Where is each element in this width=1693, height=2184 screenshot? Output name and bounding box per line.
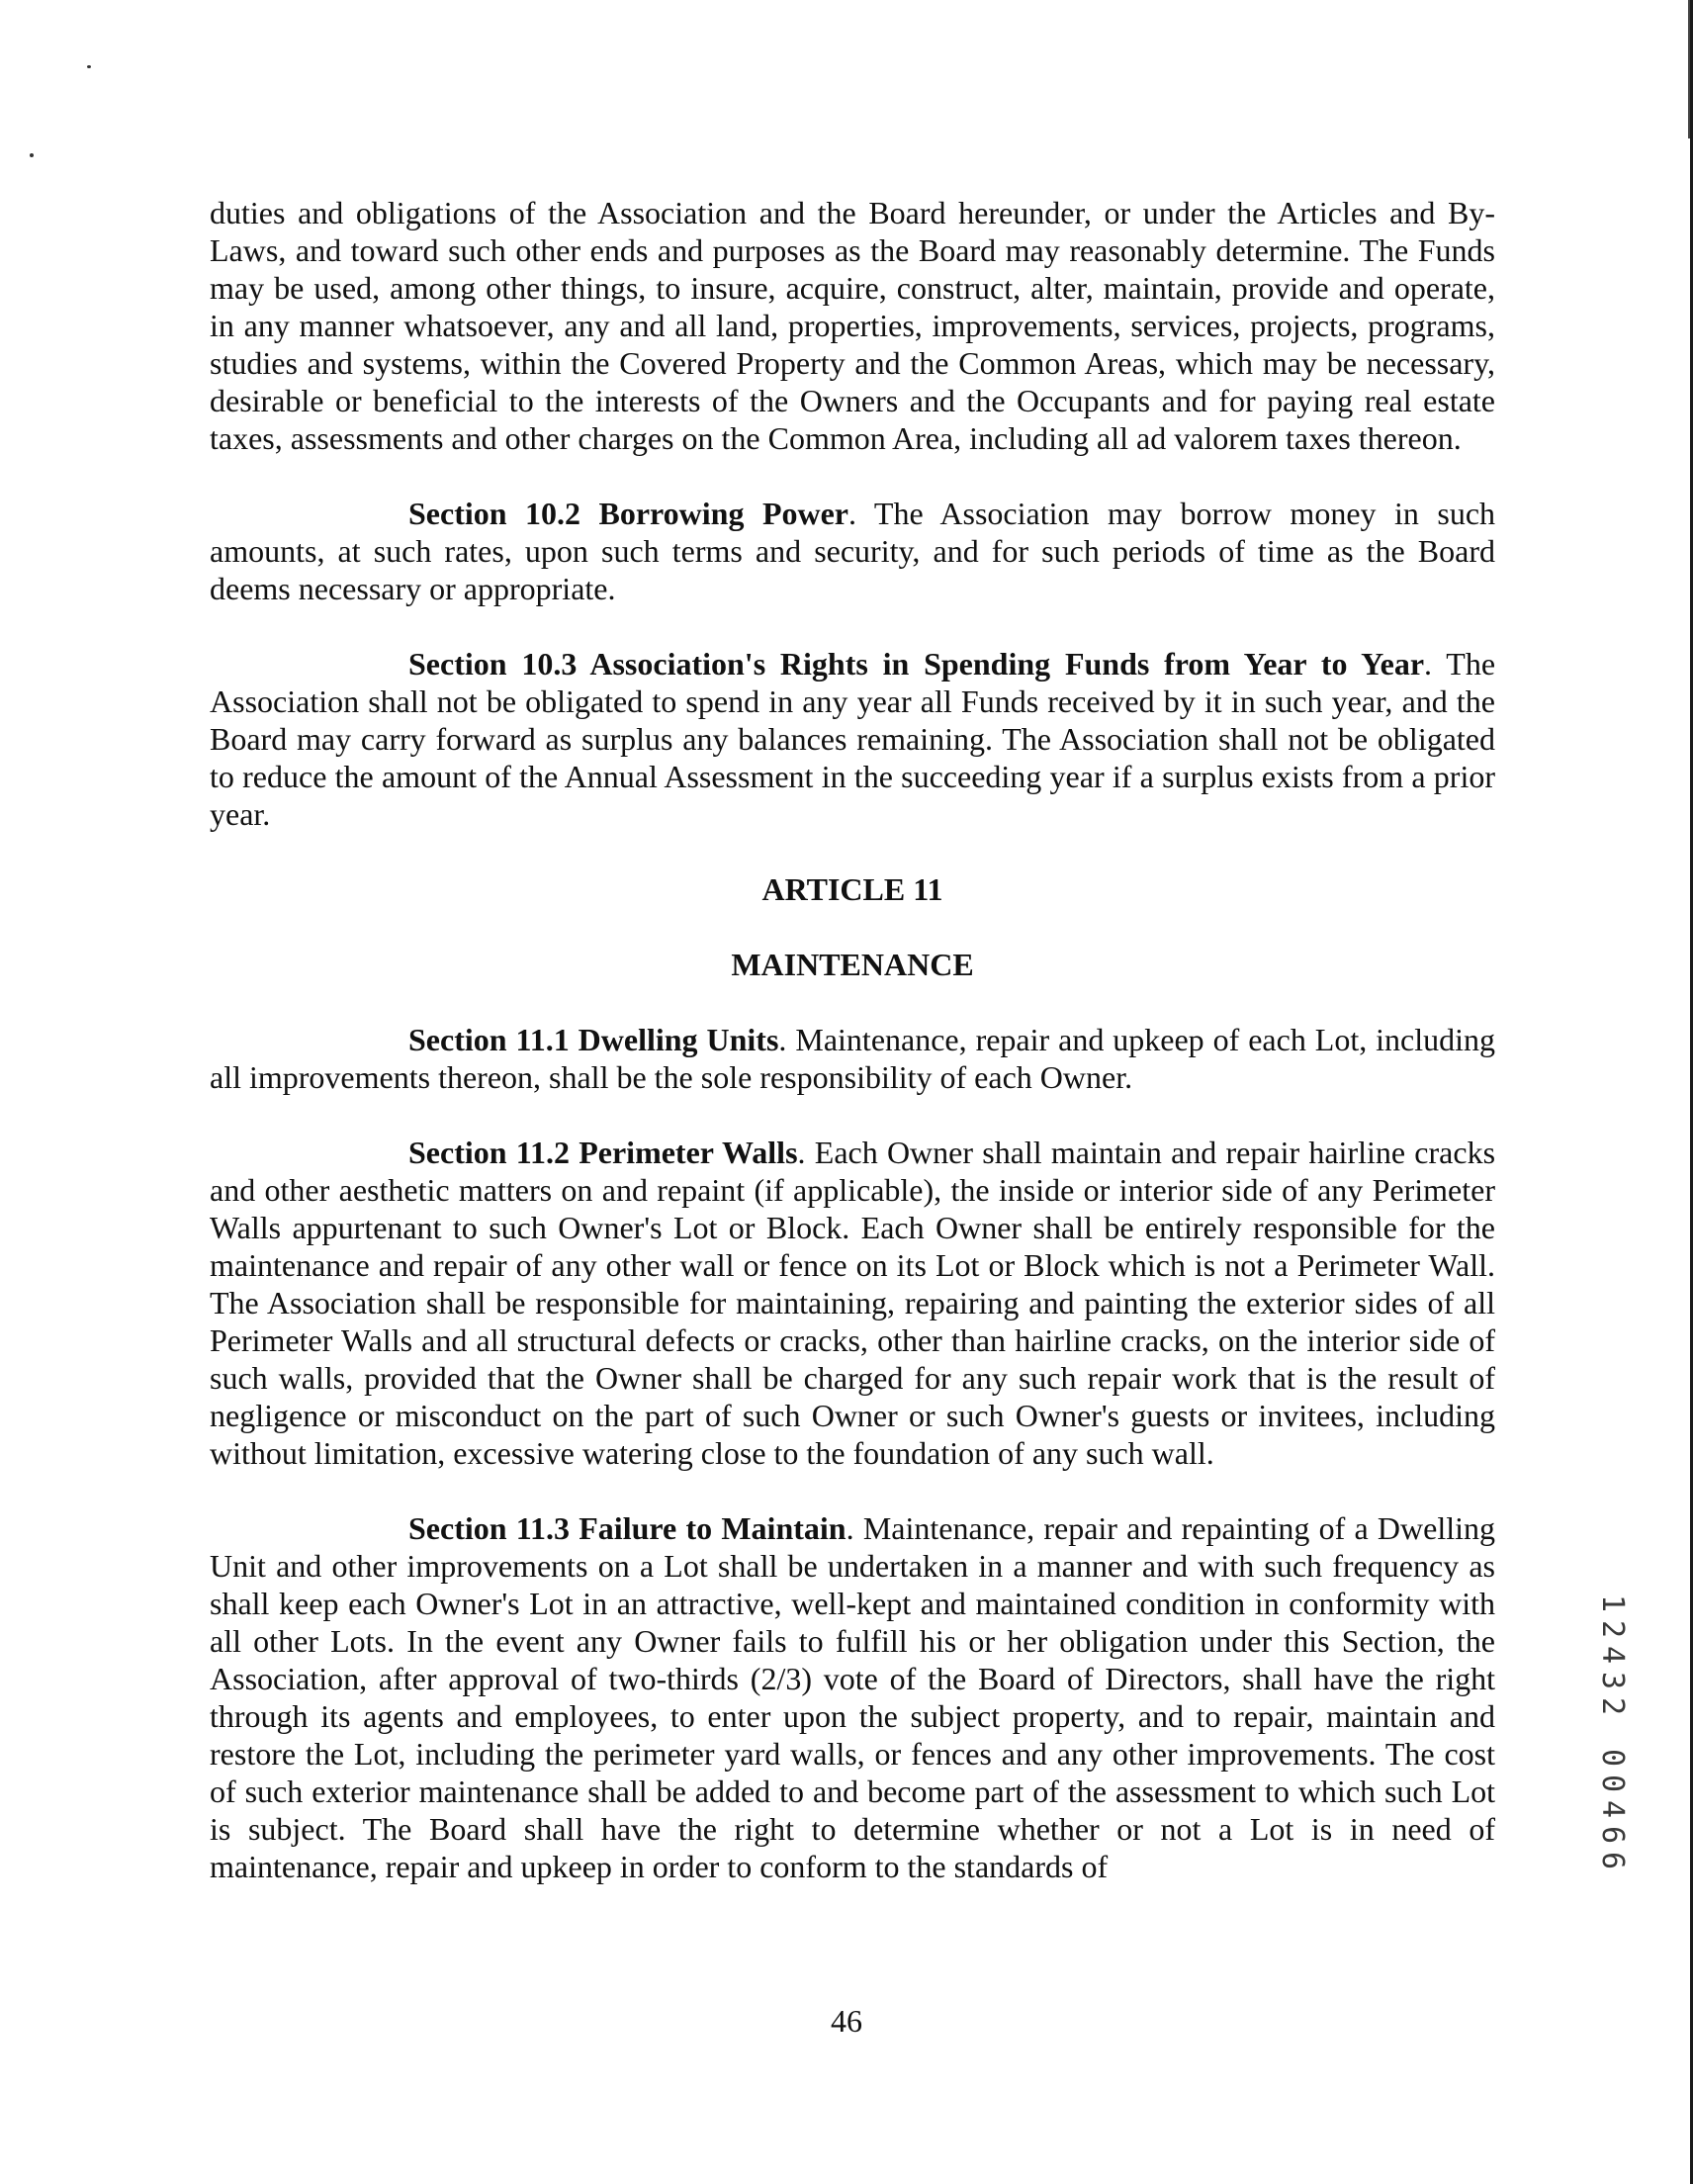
page-number: 46: [831, 2003, 862, 2039]
article-title: MAINTENANCE: [731, 947, 974, 982]
section-11-2-text: Each Owner shall maintain and repair hairline cracks and other aesthetic matters on and repaint (if applicable), the inside or interior side of any Perimeter Walls appurtenant to such Owner's Lot or Block. Each Owner shall be entirely responsible for the maintenance and repair of any other wall or fence on its Lot or Block which is not a Perimeter Wall. The Association shall be responsible for maintaining, repairing and painting the exterior sides of all Perimeter Walls and all structural defects or cracks, other than hairline cracks, on the interior side of such walls, provided that the Owner shall be charged for any such repair work that is the result of negligence or misconduct on the part of such Owner or such Owner's guests or invitees, including without limitation, excessive watering close to the foundation of any such wall.: [210, 1135, 1496, 1471]
section-11-1-text: Maintenance, repair and upkeep of each Lot, including all improvements thereon, shall be the sole responsibility of each Owner.: [210, 1022, 1496, 1095]
stamp-digit: 2: [1595, 1696, 1630, 1716]
section-10-3-title: Section 10.3 Association's Rights in Spending Funds from Year to Year: [408, 646, 1425, 682]
section-11-3-text: Maintenance, repair and repainting of a Dwelling Unit and other improvements on a Lot shall be undertaken in a manner and with such frequency as shall keep each Owner's Lot in an attractive, well-kept and maintained condition in conformity with all other Lots. In the event any Owner fails to fulfill his or her obligation under this Section, the Association, after approval of two-thirds (2/3) vote of the Board of Directors, shall have the right through its agents and employees, to enter upon the subject property, and to repair, maintain and restore the Lot, including the perimeter yard walls, or fences and any other improvements. The cost of such exterior maintenance shall be added to and become part of the assessment to which such Lot is subject. The Board shall have the right to determine whether or not a Lot is in need of maintenance, repair and upkeep in order to conform to the standards of: [210, 1510, 1496, 1884]
section-11-2-title: Section 11.2 Perimeter Walls: [408, 1135, 798, 1170]
section-10-3-text: The Association shall not be obligated to spend in any year all Funds received by it in such year, and the Board may carry forward as surplus any balances remaining. The Association shall not be obligated to reduce the amount of the Annual Assessment in the succeeding year if a surplus exists from a prior year.: [210, 646, 1496, 832]
stamp-digit: 0: [1595, 1748, 1630, 1768]
section-11-2: Section 11.2 Perimeter Walls. Each Owner shall maintain and repair hairline cracks and other aesthetic matters on and repaint (if applicable), the inside or interior side of any Perimeter Walls appurtenant to such Owner's Lot or Block. Each Owner shall be entirely responsible for the maintenance and repair of any other wall or fence on its Lot or Block which is not a Perimeter Wall. The Association shall be responsible for maintaining, repairing and painting the exterior sides of all Perimeter Walls and all structural defects or cracks, other than hairline cracks, on the interior side of such walls, provided that the Owner shall be charged for any such repair work that is the result of negligence or misconduct on the part of such Owner or such Owner's guests or invitees, including without limitation, excessive watering close to the foundation of any such wall.: [210, 1135, 1496, 1471]
section-11-1: Section 11.1 Dwelling Units. Maintenance, repair and upkeep of each Lot, including all improvements thereon, shall be the sole responsibility of each Owner.: [210, 1022, 1496, 1095]
section-10-2-text: The Association may borrow money in such amounts, at such rates, upon such terms and security, and for such periods of time as the Board deems necessary or appropriate.: [210, 496, 1496, 606]
recording-stamp: [1594, 1591, 1630, 1873]
stamp-digit: 6: [1595, 1851, 1630, 1870]
section-11-3: Section 11.3 Failure to Maintain. Maintenance, repair and repainting of a Dwelling Unit and other improvements on a Lot shall be undertaken in a manner and with such frequency as shall keep each Owner's Lot in an attractive, well-kept and maintained condition in conformity with all other Lots. In the event any Owner fails to fulfill his or her obligation under this Section, the Association, after approval of two-thirds (2/3) vote of the Board of Directors, shall have the right through its agents and employees, to enter upon the subject property, and to repair, maintain and restore the Lot, including the perimeter yard walls, or fences and any other improvements. The cost of such exterior maintenance shall be added to and become part of the assessment to which such Lot is subject. The Board shall have the right to determine whether or not a Lot is in need of maintenance, repair and upkeep in order to conform to the standards of: [210, 1510, 1496, 1884]
scan-speck: [30, 153, 34, 157]
section-11-3-title: Section 11.3 Failure to Maintain: [408, 1510, 846, 1546]
stamp-digit: 0: [1595, 1774, 1630, 1793]
section-11-1-title: Section 11.1 Dwelling Units: [408, 1022, 779, 1057]
scan-speck: [87, 65, 91, 68]
paragraph-continuation: duties and obligations of the Association and the Board hereunder, or under the Articles and By-Laws, and toward such other ends and purposes as the Board may reasonably determine. The Funds may be used, among other things, to insure, acquire, construct, alter, maintain, provide and operate, in any manner whatsoever, any and all land, properties, improvements, services, projects, programs, studies and systems, within the Covered Property and the Common Areas, which may be necessary, desirable or beneficial to the interests of the Owners and the Occupants and for paying real estate taxes, assessments and other charges on the Common Area, including all ad valorem taxes thereon.: [210, 195, 1495, 456]
section-10-3: Section 10.3 Association's Rights in Spending Funds from Year to Year. The Association shall not be obligated to spend in any year all Funds received by it in such year, and the Board may carry forward as surplus any balances remaining. The Association shall not be obligated to reduce the amount of the Annual Assessment in the succeeding year if a surplus exists from a prior year.: [210, 646, 1496, 832]
article-number: ARTICLE 11: [761, 871, 943, 907]
stamp-digit: 3: [1595, 1671, 1630, 1690]
stamp-digit: 1: [1595, 1593, 1630, 1613]
section-10-2-title: Section 10.2 Borrowing Power: [408, 496, 849, 531]
section-10-2: Section 10.2 Borrowing Power. The Association may borrow money in such amounts, at such rates, upon such terms and security, and for such periods of time as the Board deems necessary or appropriate.: [210, 496, 1496, 606]
stamp-digit: 2: [1595, 1619, 1630, 1639]
stamp-digit: 4: [1595, 1799, 1630, 1819]
stamp-digit: 4: [1595, 1645, 1630, 1665]
stamp-digit: 6: [1595, 1825, 1630, 1845]
scan-edge-line-upper: [1688, 0, 1690, 138]
body-text: [210, 194, 1495, 1885]
